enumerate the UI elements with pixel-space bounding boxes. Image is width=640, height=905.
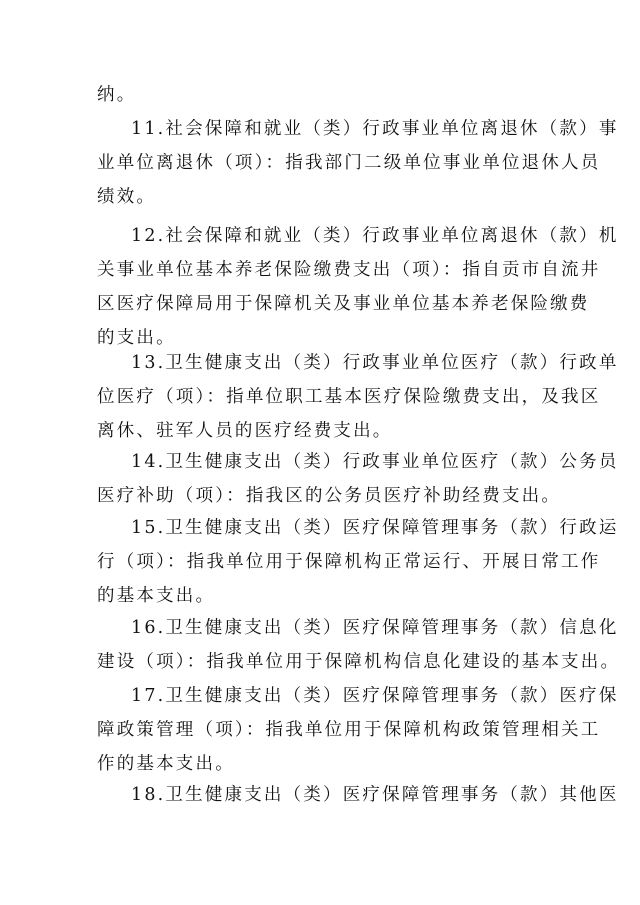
paragraph-line: 纳。 (97, 85, 137, 105)
paragraph-line: 11.社会保障和就业（类）行政事业单位离退休（款）事 (131, 119, 619, 139)
paragraph-item-14 (97, 445, 619, 513)
paragraph-line: 14.卫生健康支出（类）行政事业单位医疗（款）公务员 (131, 452, 619, 472)
paragraph-line: 17.卫生健康支出（类）医疗保障管理事务（款）医疗保 (131, 686, 619, 706)
paragraph-line: 位医疗（项）：指单位职工基本医疗保险缴费支出，及我区 (97, 387, 601, 407)
paragraph-item-16 (97, 611, 621, 679)
paragraph-line: 业单位离退休（项）：指我部门二级单位事业单位退休人员 (97, 153, 601, 173)
paragraph-line: 关事业单位基本养老保险缴费支出（项）：指自贡市自流井 (97, 260, 601, 280)
paragraph-line: 离休、驻军人员的医疗经费支出。 (97, 421, 393, 441)
paragraph-item-12 (97, 219, 619, 355)
paragraph-continued (97, 78, 543, 112)
paragraph-line: 13.卫生健康支出（类）行政事业单位医疗（款）行政单 (131, 353, 619, 373)
paragraph-line: 15.卫生健康支出（类）医疗保障管理事务（款）行政运 (131, 518, 619, 538)
paragraph-line: 建设（项）：指我单位用于保障机构信息化建设的基本支出。 (97, 652, 621, 672)
paragraph-line: 18.卫生健康支出（类）医疗保障管理事务（款）其他医 (131, 785, 619, 805)
paragraph-line: 医疗补助（项）：指我区的公务员医疗补助经费支出。 (97, 486, 562, 506)
paragraph-item-17 (97, 679, 619, 781)
paragraph-line: 作的基本支出。 (97, 754, 235, 774)
paragraph-line: 绩效。 (97, 187, 157, 207)
paragraph-line: 16.卫生健康支出（类）医疗保障管理事务（款）信息化 (131, 618, 619, 638)
paragraph-line: 的基本支出。 (97, 586, 216, 606)
paragraph-line: 12.社会保障和就业（类）行政事业单位离退休（款）机 (131, 226, 619, 246)
paragraph-line: 障政策管理（项）：指我单位用于保障机构政策管理相关工 (97, 720, 601, 740)
paragraph-item-13 (97, 346, 619, 448)
paragraph-item-11 (97, 112, 619, 214)
paragraph-item-15 (97, 511, 619, 613)
paragraph-item-18 (97, 778, 619, 812)
paragraph-line: 行（项）：指我单位用于保障机构正常运行、开展日常工作 (97, 552, 601, 572)
paragraph-line: 区医疗保障局用于保障机关及事业单位基本养老保险缴费 (97, 294, 590, 314)
paragraph-line: 的支出。 (97, 328, 176, 348)
